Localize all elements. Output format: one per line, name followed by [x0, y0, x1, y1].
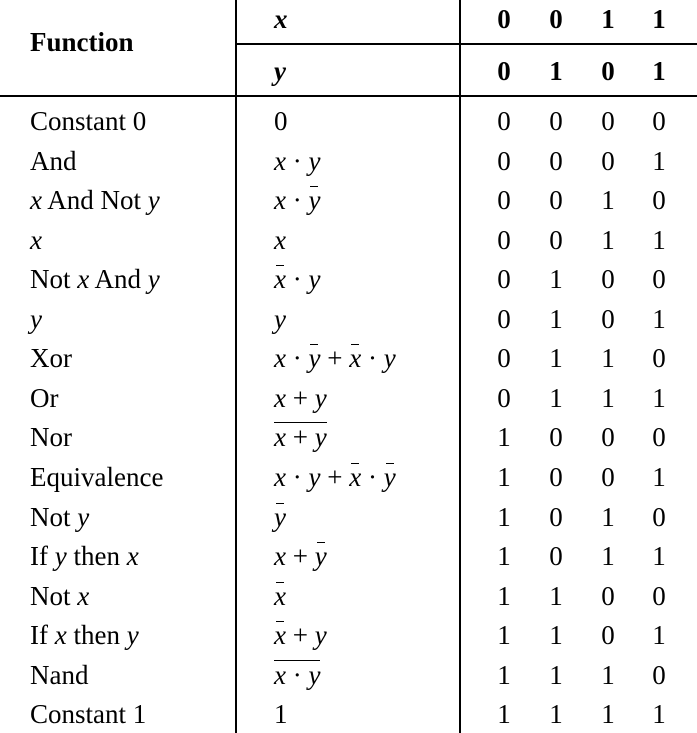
truth-bit: 1 — [601, 185, 615, 215]
function-name: Or — [30, 383, 59, 413]
truth-bit: 1 — [652, 699, 666, 729]
truth-bit: 1 — [497, 502, 511, 532]
truth-bit: 1 — [652, 225, 666, 255]
function-expression: y — [274, 304, 286, 334]
truth-bit: 1 — [652, 620, 666, 650]
function-expression: x · y — [274, 185, 321, 215]
function-expression: x + y — [274, 422, 327, 452]
function-name: Constant 0 — [30, 106, 147, 136]
truth-bit: 1 — [497, 581, 511, 611]
function-expression: x + y — [274, 620, 327, 650]
y-bit-2: 1 — [549, 56, 563, 86]
truth-bit: 0 — [497, 106, 511, 136]
truth-bit: 0 — [601, 304, 615, 334]
truth-bit: 1 — [601, 502, 615, 532]
function-name: y — [30, 304, 42, 334]
truth-bit: 0 — [549, 541, 563, 571]
truth-bit: 0 — [601, 422, 615, 452]
x-bit-1: 0 — [497, 4, 511, 34]
truth-bit: 0 — [549, 422, 563, 452]
truth-bit: 0 — [549, 185, 563, 215]
truth-bit: 0 — [652, 264, 666, 294]
truth-bit: 0 — [601, 581, 615, 611]
x-bit-3: 1 — [601, 4, 615, 34]
function-name: Nor — [30, 422, 72, 452]
function-expression: 1 — [274, 699, 288, 729]
truth-bit: 0 — [652, 185, 666, 215]
function-name: Xor — [30, 343, 72, 373]
x-header: x — [274, 4, 288, 34]
function-name: x — [30, 225, 42, 255]
y-bit-4: 1 — [652, 56, 666, 86]
function-expression: x + y — [274, 383, 327, 413]
truth-bit: 0 — [652, 660, 666, 690]
truth-bit: 1 — [549, 264, 563, 294]
function-name: Not x — [30, 581, 90, 611]
truth-bit: 0 — [549, 462, 563, 492]
truth-bit: 1 — [549, 343, 563, 373]
truth-bit: 1 — [601, 699, 615, 729]
truth-bit: 0 — [601, 146, 615, 176]
function-name: If x then y — [30, 620, 139, 650]
truth-bit: 1 — [497, 541, 511, 571]
truth-bit: 1 — [652, 383, 666, 413]
function-expression: x + y — [274, 541, 327, 571]
truth-bit: 1 — [549, 660, 563, 690]
truth-bit: 0 — [652, 106, 666, 136]
truth-bit: 0 — [549, 106, 563, 136]
y-bit-1: 0 — [497, 56, 511, 86]
truth-bit: 1 — [497, 462, 511, 492]
x-bit-4: 1 — [652, 4, 666, 34]
truth-bit: 0 — [549, 502, 563, 532]
function-name: If y then x — [30, 541, 139, 571]
header-divider-vertical-left — [235, 0, 237, 733]
truth-bit: 0 — [497, 264, 511, 294]
truth-bit: 1 — [549, 699, 563, 729]
truth-bit: 1 — [652, 541, 666, 571]
truth-bit: 0 — [601, 620, 615, 650]
function-expression: y — [274, 502, 286, 532]
y-bit-3: 0 — [601, 56, 615, 86]
function-expression: 0 — [274, 106, 288, 136]
truth-bit: 1 — [652, 146, 666, 176]
truth-bit: 0 — [549, 146, 563, 176]
truth-bit: 1 — [652, 304, 666, 334]
header-xy-separator — [235, 43, 697, 45]
truth-bit: 0 — [497, 146, 511, 176]
truth-bit: 1 — [652, 462, 666, 492]
truth-bit: 0 — [601, 106, 615, 136]
truth-bit: 0 — [601, 264, 615, 294]
truth-bit: 1 — [601, 225, 615, 255]
truth-bit: 0 — [549, 225, 563, 255]
truth-bit: 1 — [549, 620, 563, 650]
truth-bit: 1 — [549, 581, 563, 611]
truth-bit: 0 — [601, 462, 615, 492]
function-expression: x — [274, 225, 286, 255]
function-name: Equivalence — [30, 462, 164, 492]
truth-bit: 0 — [497, 225, 511, 255]
function-expression: x — [274, 581, 286, 611]
y-header: y — [274, 56, 286, 86]
truth-bit: 1 — [601, 343, 615, 373]
truth-bit: 1 — [549, 383, 563, 413]
function-name: Nand — [30, 660, 89, 690]
header-bottom-rule — [0, 95, 697, 97]
truth-bit: 1 — [497, 699, 511, 729]
truth-bit: 1 — [497, 620, 511, 650]
truth-bit: 1 — [601, 660, 615, 690]
function-expression: x · y — [274, 264, 321, 294]
function-expression: x · y — [274, 146, 321, 176]
function-name: And — [30, 146, 77, 176]
truth-bit: 1 — [497, 422, 511, 452]
truth-bit: 0 — [652, 343, 666, 373]
x-bit-2: 0 — [549, 4, 563, 34]
truth-bit: 1 — [497, 660, 511, 690]
function-expression: x · y — [274, 660, 321, 690]
truth-bit: 0 — [497, 343, 511, 373]
truth-bit: 1 — [601, 541, 615, 571]
truth-bit: 0 — [652, 422, 666, 452]
function-header: Function — [30, 27, 134, 57]
function-name: Not y — [30, 502, 90, 532]
function-name: Constant 1 — [30, 699, 147, 729]
function-expression: x · y + x · y — [274, 462, 396, 492]
truth-bit: 0 — [497, 304, 511, 334]
truth-bit: 1 — [601, 383, 615, 413]
function-name: x And Not y — [30, 185, 160, 215]
header-divider-vertical-right — [459, 0, 461, 733]
truth-bit: 1 — [549, 304, 563, 334]
truth-bit: 0 — [652, 581, 666, 611]
function-expression: x · y + x · y — [274, 343, 396, 373]
truth-bit: 0 — [652, 502, 666, 532]
truth-bit: 0 — [497, 185, 511, 215]
truth-bit: 0 — [497, 383, 511, 413]
function-name: Not x And y — [30, 264, 160, 294]
